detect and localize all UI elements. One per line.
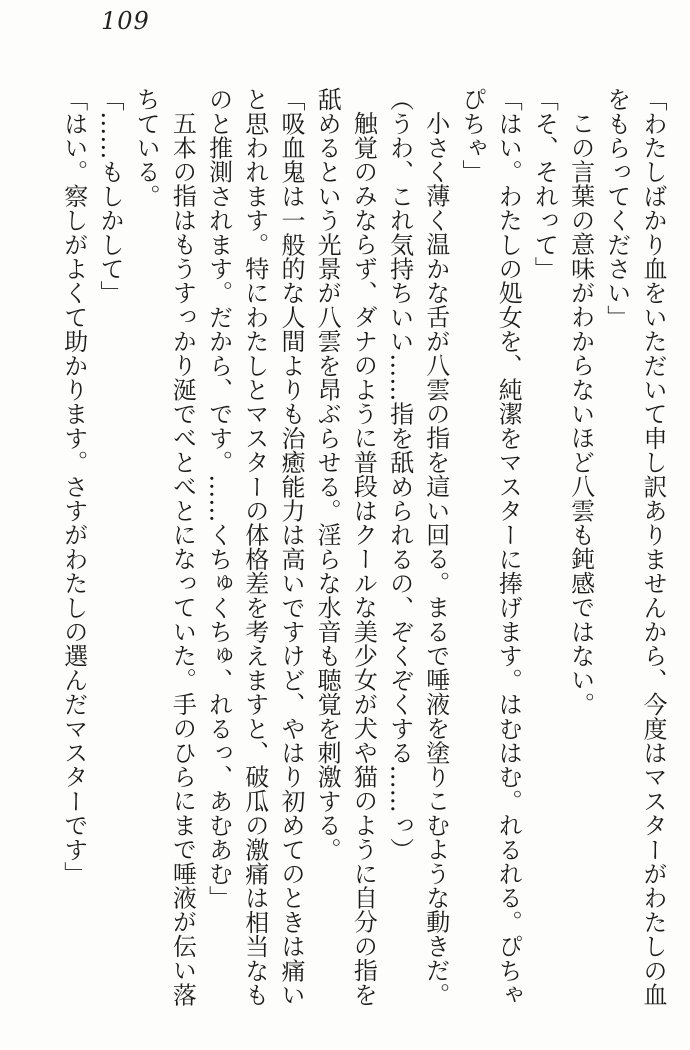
paragraph: （うわ、これ気持ちいい……指を舐められるの、ぞくぞくする……っ） (385, 87, 414, 862)
paragraph: 「わたしばかり血をいただいて申し訳ありませんから、今度はマスターがわたしの血をもらってください」 (602, 87, 667, 1007)
paragraph: 触覚のみならず、ダナのように普段はクールな美少女が犬や猫のように自分の指を舐めるという光景が八雲を昂ぶらせる。淫らな水音も聴覚を刺激する。 (313, 87, 378, 1007)
novel-text-body (56, 87, 671, 1007)
paragraph: 五本の指はもうすっかり涎でべとべとになっていた。手のひらにまで唾液が伝い落ちている。 (132, 87, 197, 1007)
paragraph: 「……もしかして」 (95, 87, 124, 305)
paragraph: 「そ、それって」 (530, 87, 559, 281)
paragraph: 「吸血鬼は一般的な人間よりも治癒能力は高いですけど、やはり初めてのときは痛いと思われます。特にわたしとマスターの体格差を考えますと、破瓜の激痛は相当なものと推測されます。だから、です。……くちゅくちゅ、れるっ、あむあむ」 (204, 87, 305, 1007)
page-number: 109 (101, 7, 150, 35)
paragraph: この言葉の意味がわからないほど八雲も鈍感ではない。 (566, 111, 595, 716)
paragraph: 「はい。わたしの処女を、純潔をマスターに捧げます。はむはむ。れるれる。ぴちゃぴちゃ」 (457, 87, 523, 1007)
paragraph: 小さく薄く温かな舌が八雲の指を這い回る。まるで唾液を塗りこむような動きだ。 (421, 111, 450, 1007)
paragraph: 「はい。察しがよくて助かります。さすがわたしの選んだマスターです」 (59, 87, 88, 886)
